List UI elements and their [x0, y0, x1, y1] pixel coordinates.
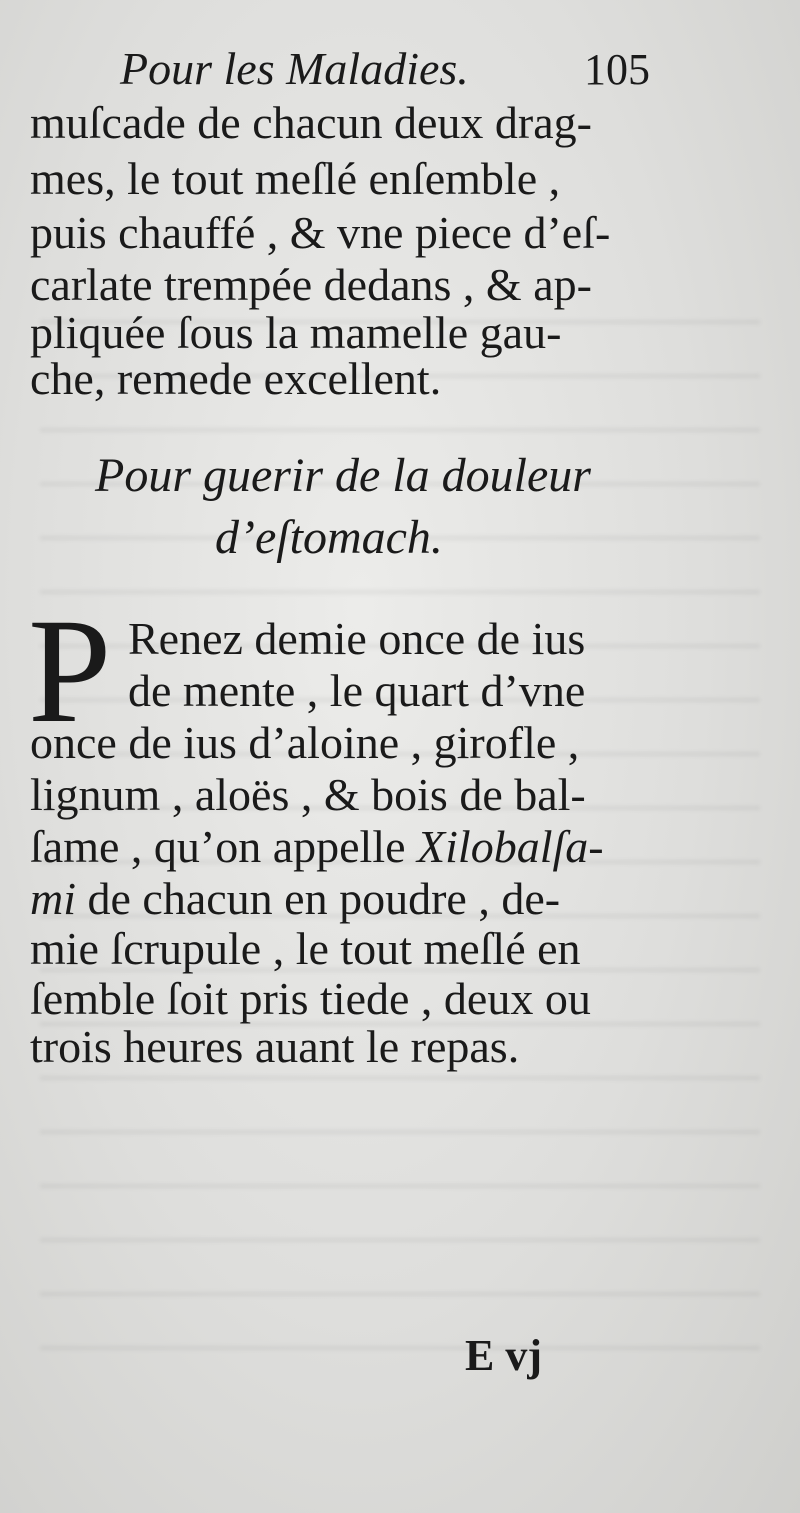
text-line: de mente , le quart d’vne [128, 665, 586, 716]
text-line [30, 873, 561, 924]
text-line: lignum , aloës , & bois de bal- [30, 769, 586, 820]
text-line: mie ſcrupule , le tout meſlé en [30, 923, 581, 974]
text-line: Renez demie once de ius [128, 613, 586, 664]
text-span: ſame , qu’on appelle [30, 821, 418, 872]
latin-term: Xilobalſa- [417, 821, 604, 872]
page-number: 105 [584, 45, 650, 94]
text-line: pliquée ſous la mamelle gau- [30, 307, 562, 358]
section-heading: d’eſtomach. [215, 511, 443, 564]
latin-term: mi [30, 873, 76, 924]
drop-cap: P [28, 588, 112, 754]
signature-mark: E vj [465, 1331, 542, 1380]
text-line: once de ius d’aloine , girofle , [30, 717, 580, 768]
running-head: Pour les Maladies. [120, 43, 469, 94]
section-heading: Pour guerir de la douleur [95, 449, 591, 502]
text-line: che, remede excellent. [30, 353, 442, 404]
text-line [30, 821, 604, 872]
text-line: ſemble ſoit pris tiede , deux ou [30, 973, 591, 1024]
text-line: muſcade de chacun deux drag- [30, 97, 592, 148]
text-span: de chacun en poudre , de- [76, 873, 561, 924]
text-line: carlate trempée dedans , & ap- [30, 259, 592, 310]
text-line: trois heures auant le repas. [30, 1021, 520, 1072]
text-line: puis chauffé , & vne piece d’eſ- [30, 207, 611, 258]
text-line: mes, le tout meſlé enſemble , [30, 153, 561, 204]
